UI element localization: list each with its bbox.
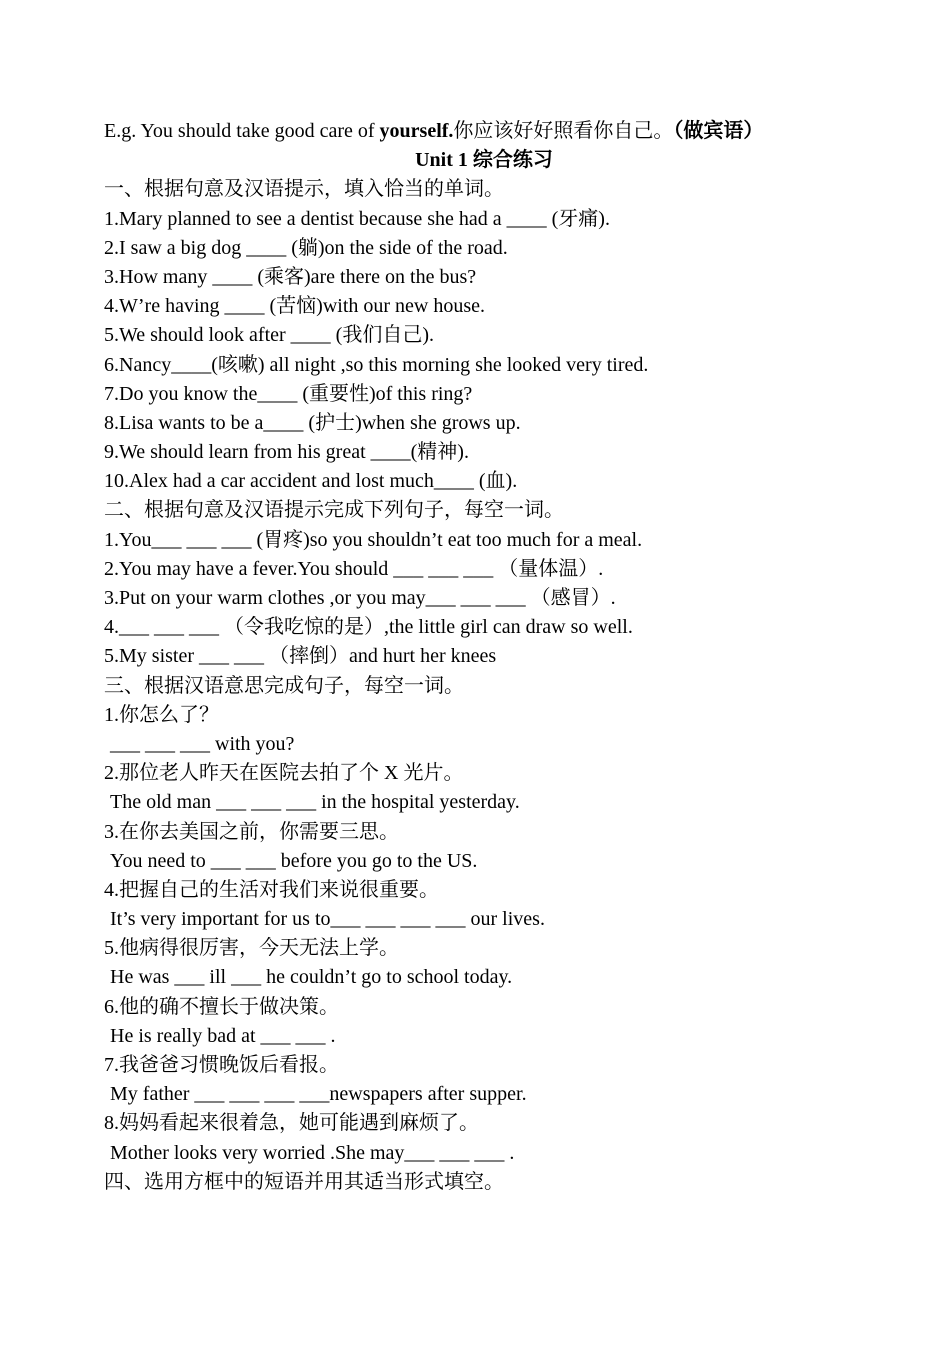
section2-item: 4.___ ___ ___ （令我吃惊的是）,the little girl can draw so well. <box>104 616 633 639</box>
section2-item: 3.Put on your warm clothes ,or you may___ ___ ___ （感冒）. <box>104 587 616 609</box>
section2-item: 2.You may have a fever.You should ___ ___ ___ （量体温）. <box>104 557 604 580</box>
section3-question-cn: 6.他的确不擅长于做决策。 <box>104 995 339 1018</box>
section3-question-cn: 5.他病得很厉害，今天无法上学。 <box>104 937 399 960</box>
section1-item: 3.How many ____ (乘客)are there on the bus? <box>104 265 477 288</box>
page-title: Unit 1 综合练习 <box>415 149 553 172</box>
section2-heading: 二、根据句意及汉语提示完成下列句子，每空一词。 <box>104 499 564 522</box>
section3-question-cn: 8.妈妈看起来很着急，她可能遇到麻烦了。 <box>104 1112 479 1135</box>
section1-item: 1.Mary planned to see a dentist because she had a ____ (牙痛). <box>104 207 610 230</box>
section3-question-cn: 2.那位老人昨天在医院去拍了个 X 光片。 <box>104 762 464 785</box>
section3-answer-en: He is really bad at ___ ___ . <box>110 1024 336 1047</box>
example-line: E.g. You should take good care of yourself.你应该好好照看你自己。（做宾语） <box>104 120 764 142</box>
section3-answer-en: The old man ___ ___ ___ in the hospital yesterday. <box>110 791 520 814</box>
section4-heading: 四、选用方框中的短语并用其适当形式填空。 <box>104 1170 504 1193</box>
section3-question-cn: 7.我爸爸习惯晚饭后看报。 <box>104 1054 339 1076</box>
section1-item: 7.Do you know the____ (重要性)of this ring? <box>104 382 473 405</box>
section1-item: 5.We should look after ____ (我们自己). <box>104 324 434 347</box>
section3-answer-en: It’s very important for us to___ ___ ___ ___ our lives. <box>110 908 545 931</box>
example-bold-word: yourself. <box>379 120 454 142</box>
section1-heading: 一、根据句意及汉语提示，填入恰当的单词。 <box>104 178 504 201</box>
section3-question-cn: 3.在你去美国之前，你需要三思。 <box>104 820 399 843</box>
section2-item: 1.You___ ___ ___ (胃疼)so you shouldn’t eat too much for a meal. <box>104 528 643 551</box>
section1-item: 9.We should learn from his great ____(精神). <box>104 441 469 464</box>
section1-item: 2.I saw a big dog ____ (躺)on the side of the road. <box>104 236 508 259</box>
section1-item: 8.Lisa wants to be a____ (护士)when she grows up. <box>104 411 521 434</box>
section1-item: 4.W’re having ____ (苦恼)with our new house. <box>104 295 486 318</box>
section3-heading: 三、根据汉语意思完成句子，每空一词。 <box>104 674 464 697</box>
section3-answer-en: ___ ___ ___ with you? <box>110 732 295 755</box>
worksheet <box>104 117 864 1197</box>
section3-answer-en: He was ___ ill ___ he couldn’t go to school today. <box>110 966 513 989</box>
section1-item: 10.Alex had a car accident and lost much____ (血). <box>104 470 518 493</box>
section2-item: 5.My sister ___ ___ （摔倒）and hurt her knees <box>104 645 497 668</box>
section3-question-cn: 1.你怎么了？ <box>104 703 219 726</box>
section1-item: 6.Nancy____(咳嗽) all night ,so this morning she looked very tired. <box>104 353 649 376</box>
section3-answer-en: My father ___ ___ ___ ___newspapers after supper. <box>110 1083 527 1106</box>
example-note: （做宾语） <box>673 120 764 142</box>
section3-question-cn: 4.把握自己的生活对我们来说很重要。 <box>104 878 439 901</box>
section3-answer-en: You need to ___ ___ before you go to the US. <box>110 849 478 872</box>
section3-answer-en: Mother looks very worried .She may___ ___ ___ . <box>110 1141 515 1164</box>
